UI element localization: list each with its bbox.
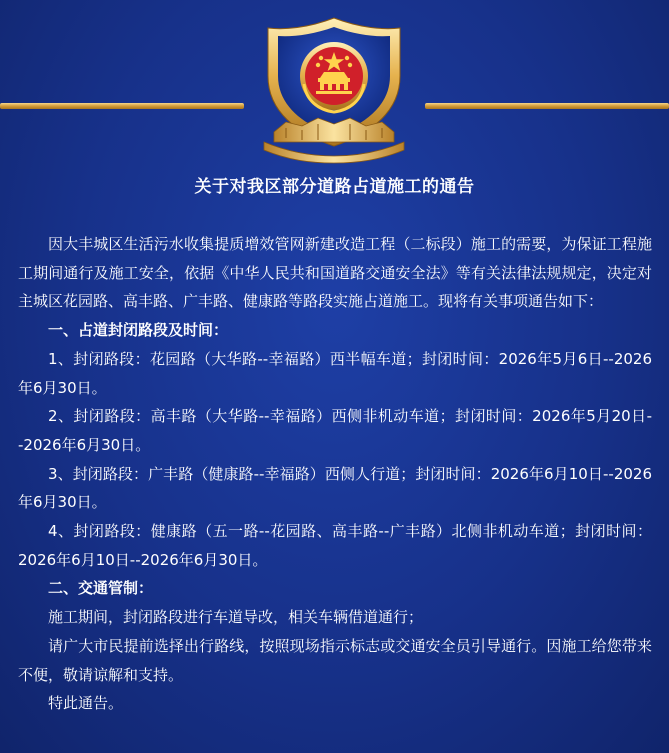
- police-emblem-icon: [258, 14, 410, 164]
- closure-item: 3、封闭路段：广丰路（健康路--幸福路）西侧人行道；封闭时间：2026年6月10日--2026年6月30日。: [18, 464, 652, 512]
- traffic-item: 施工期间，封闭路段进行车道导改，相关车辆借道通行；: [48, 608, 424, 627]
- closure-item: 1、封闭路段：花园路（大华路--幸福路）西半幅车道；封闭时间：2026年5月6日--2026年6月30日。: [18, 349, 652, 397]
- left-gold-divider: [0, 103, 244, 109]
- notice-body: [18, 230, 652, 718]
- document-title: 关于对我区部分道路占道施工的通告: [194, 177, 475, 197]
- header-banner: [0, 0, 669, 165]
- right-gold-divider: [425, 103, 669, 109]
- closure-item: 4、封闭路段：健康路（五一路--花园路、高丰路--广丰路）北侧非机动车道；封闭时间：2026年6月10日--2026年6月30日。: [18, 522, 652, 569]
- intro-paragraph: 因大丰城区生活污水收集提质增效管网新建改造工程（二标段）施工的需要，为保证工程施工期间通行及施工安全，依据《中华人民共和国道路交通安全法》等有关法律法规规定，决定对主城区花园路、高丰路、广丰路、健康路等路段实施占道施工。现将有关事项通告如下：: [18, 235, 652, 311]
- section1-heading: 一、占道封闭路段及时间：: [48, 321, 229, 340]
- closure-item: 2、封闭路段：高丰路（大华路--幸福路）西侧非机动车道；封闭时间：2026年5月20日--2026年6月30日。: [18, 407, 652, 454]
- closing-line: 特此通告。: [48, 694, 124, 713]
- traffic-item: 请广大市民提前选择出行路线，按照现场指示标志或交通安全员引导通行。因施工给您带来不便，敬请谅解和支持。: [18, 636, 652, 684]
- section2-heading: 二、交通管制：: [48, 579, 154, 598]
